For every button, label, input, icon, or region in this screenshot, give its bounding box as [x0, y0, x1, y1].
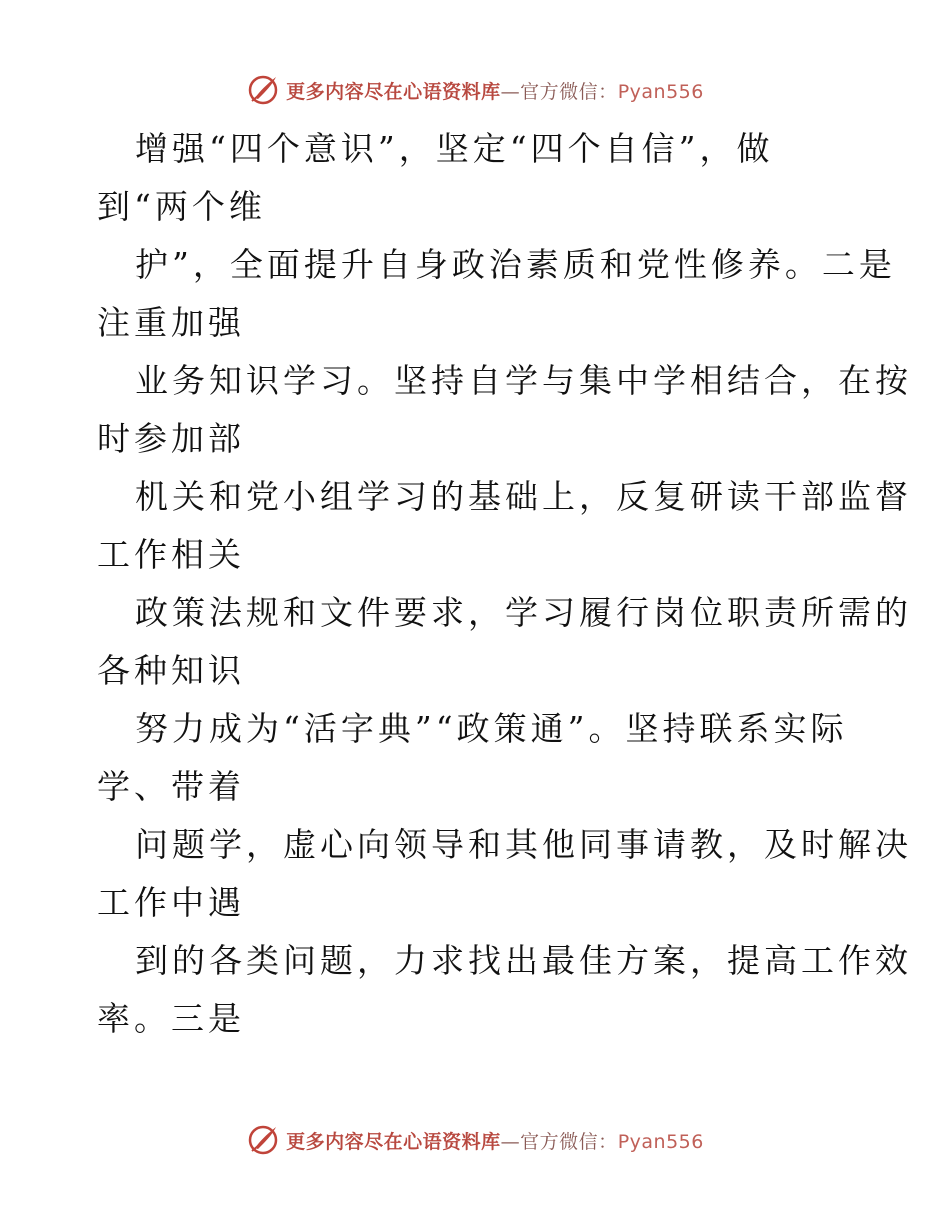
document-body — [97, 120, 912, 1048]
text-line: 率。三是 — [97, 999, 245, 1038]
text-line: 各种知识 — [97, 651, 245, 690]
quill-logo-icon — [246, 1123, 280, 1157]
text-line: 工作相关 — [97, 535, 245, 574]
text-line: 政策法规和文件要求，学习履行岗位职责所需的 — [135, 593, 912, 632]
text-line: 学、带着 — [97, 767, 245, 806]
text-line: 时参加部 — [97, 419, 245, 458]
text-line: 问题学，虚心向领导和其他同事请教，及时解决 — [135, 825, 912, 864]
quill-logo-icon — [246, 73, 280, 107]
text-line: 努力成为“活字典”“政策通”。坚持联系实际 — [135, 709, 848, 748]
text-line: 机关和党小组学习的基础上，反复研读干部监督 — [135, 477, 912, 516]
footer-watermark — [0, 1120, 950, 1160]
watermark-text: 更多内容尽在心语资料库—官方微信：Pyan556 — [286, 80, 704, 103]
text-line: 工作中遇 — [97, 883, 245, 922]
text-line: 增强“四个意识”，坚定“四个自信”，做 — [135, 129, 774, 168]
text-line: 到的各类问题，力求找出最佳方案，提高工作效 — [135, 941, 912, 980]
text-line: 护”，全面提升自身政治素质和党性修养。二是 — [135, 245, 896, 284]
text-line: 到“两个维 — [97, 187, 266, 226]
text-line: 注重加强 — [97, 303, 245, 342]
header-watermark — [0, 70, 950, 110]
watermark-text: 更多内容尽在心语资料库—官方微信：Pyan556 — [286, 1130, 704, 1153]
text-line: 业务知识学习。坚持自学与集中学相结合，在按 — [135, 361, 912, 400]
